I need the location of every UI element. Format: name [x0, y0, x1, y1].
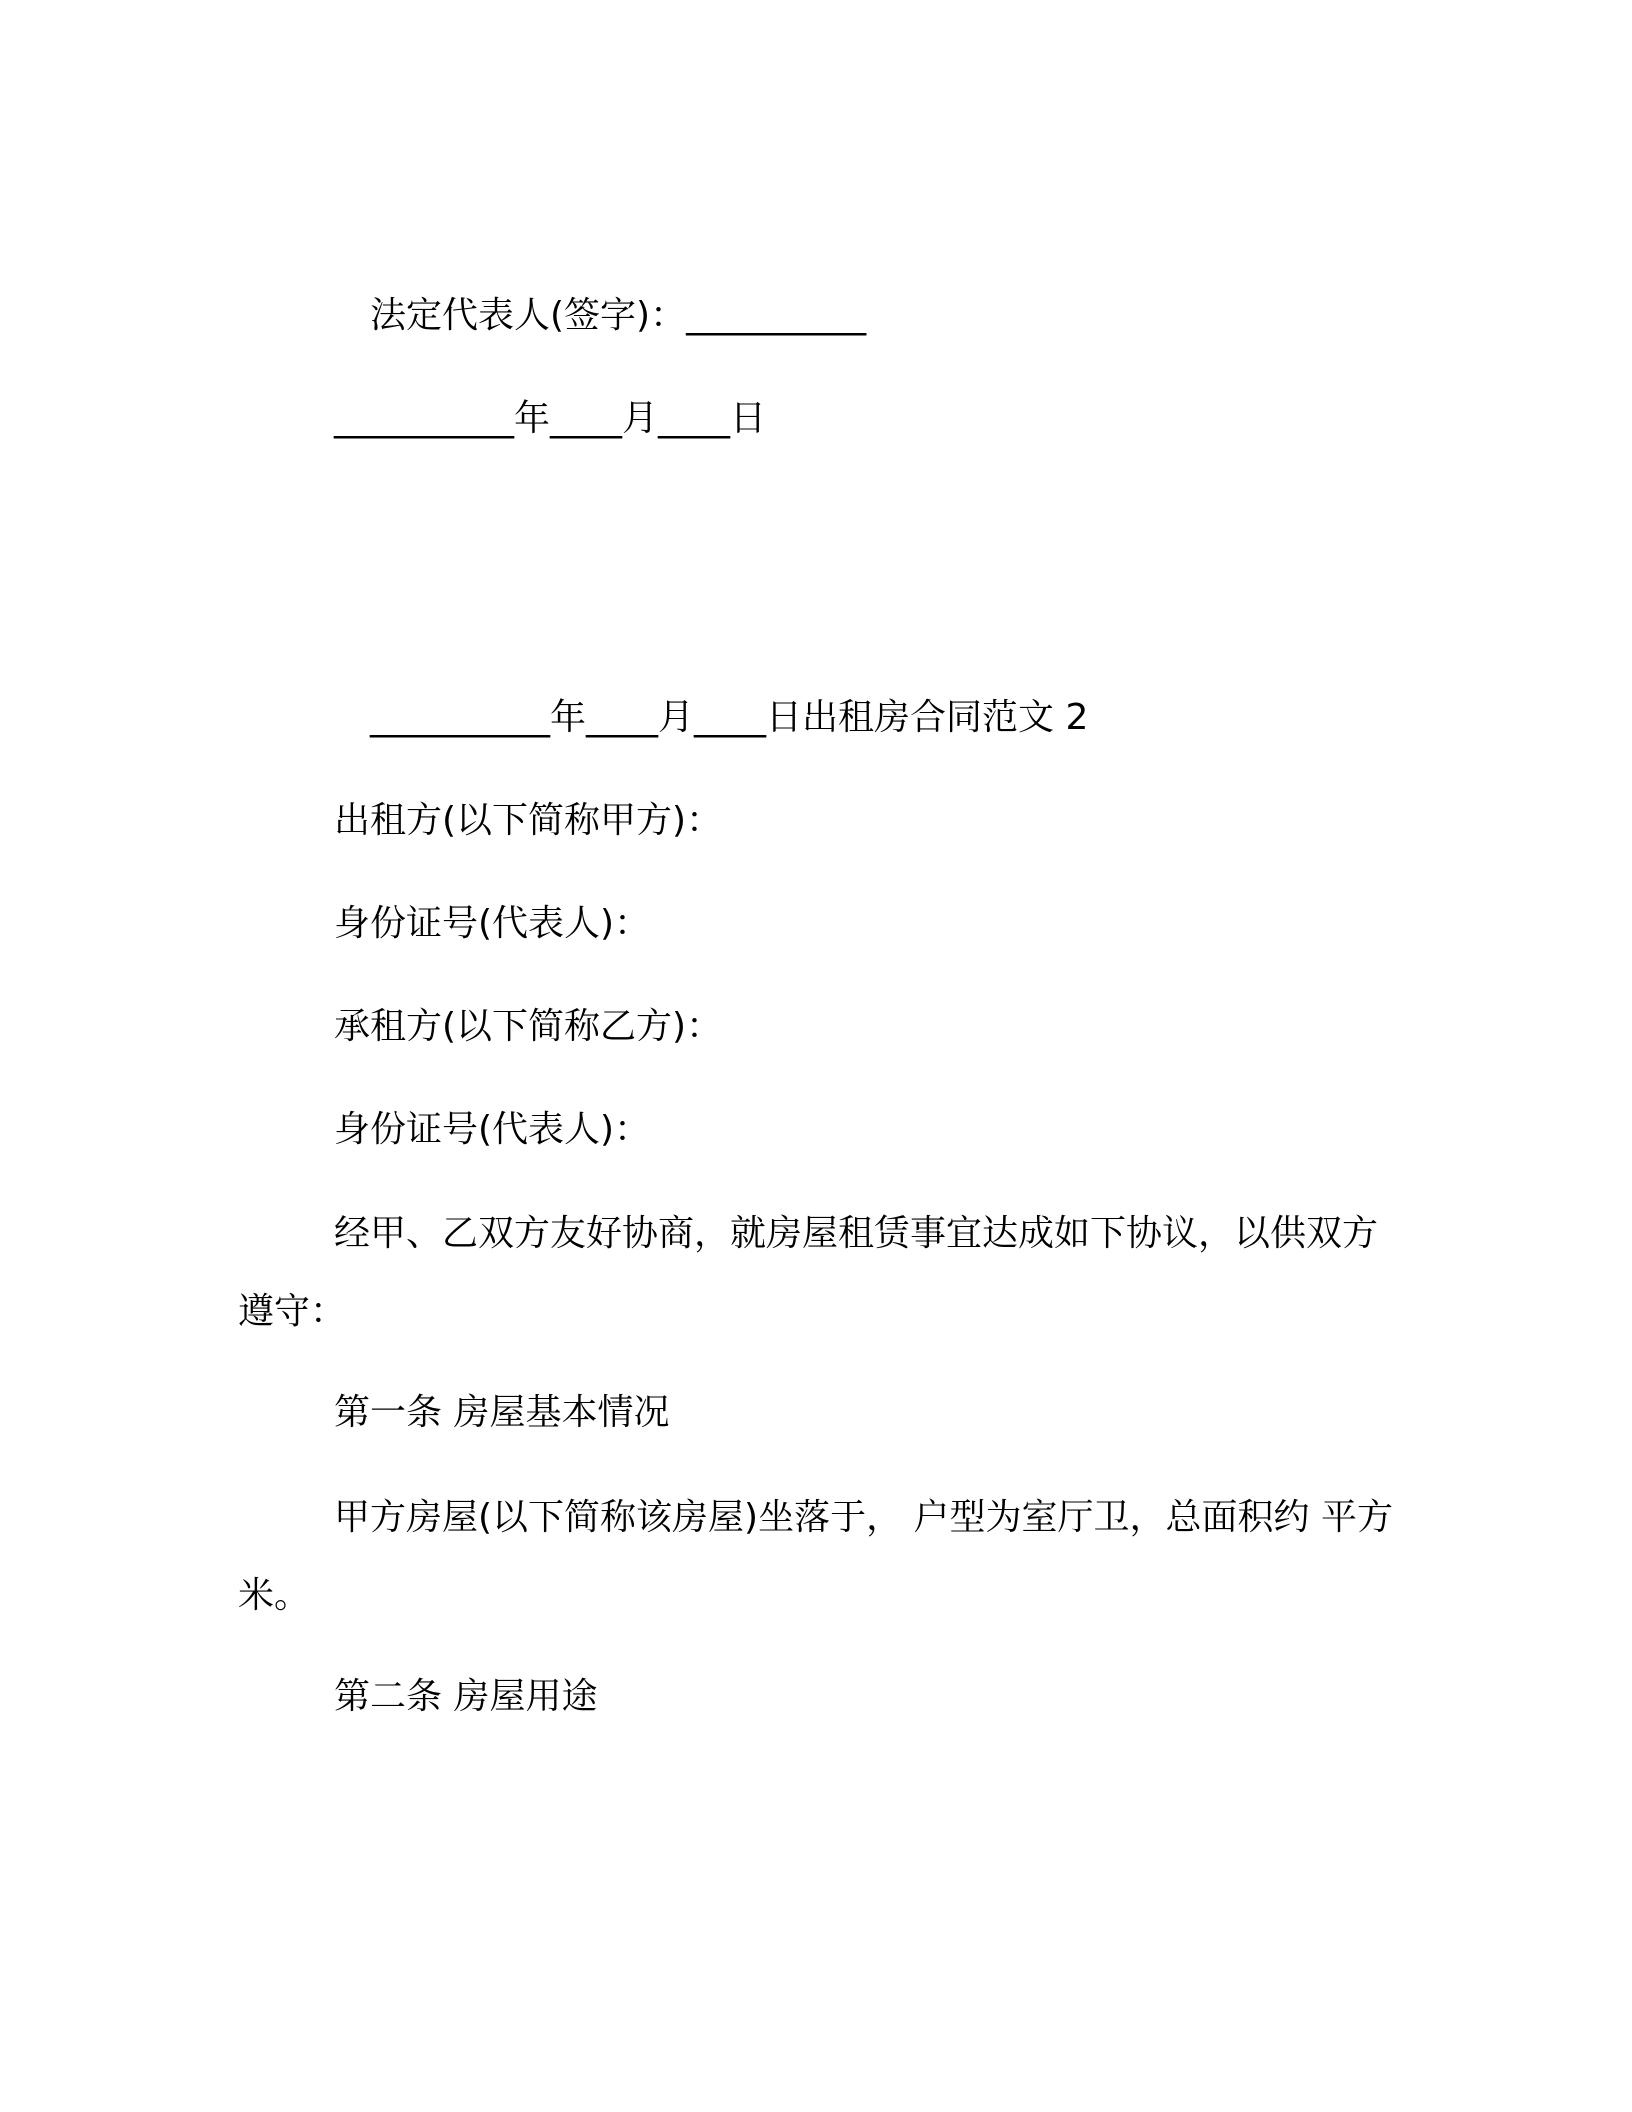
- intro-paragraph: 经甲、乙双方友好协商，就房屋租赁事宜达成如下协议，以供双方遵守：: [238, 1213, 1379, 1332]
- date-line: __________年____月____日: [334, 398, 766, 439]
- article-1-heading: 第一条 房屋基本情况: [334, 1392, 670, 1433]
- lessee-id-line: 身份证号(代表人)：: [334, 1109, 651, 1150]
- contract-title: __________年____月____日出租房合同范文 2: [370, 697, 1089, 738]
- lessor-line: 出租方(以下简称甲方)：: [334, 800, 723, 841]
- article-2-heading: 第二条 房屋用途: [334, 1676, 598, 1717]
- lessor-id-line: 身份证号(代表人)：: [334, 903, 651, 944]
- article-1-text: 甲方房屋(以下简称该房屋)坐落于， 户型为室厅卫，总面积约 平方米。: [238, 1497, 1393, 1616]
- lessee-line: 承租方(以下简称乙方)：: [334, 1006, 723, 1047]
- signature-line: 法定代表人(签字)：__________: [370, 295, 867, 336]
